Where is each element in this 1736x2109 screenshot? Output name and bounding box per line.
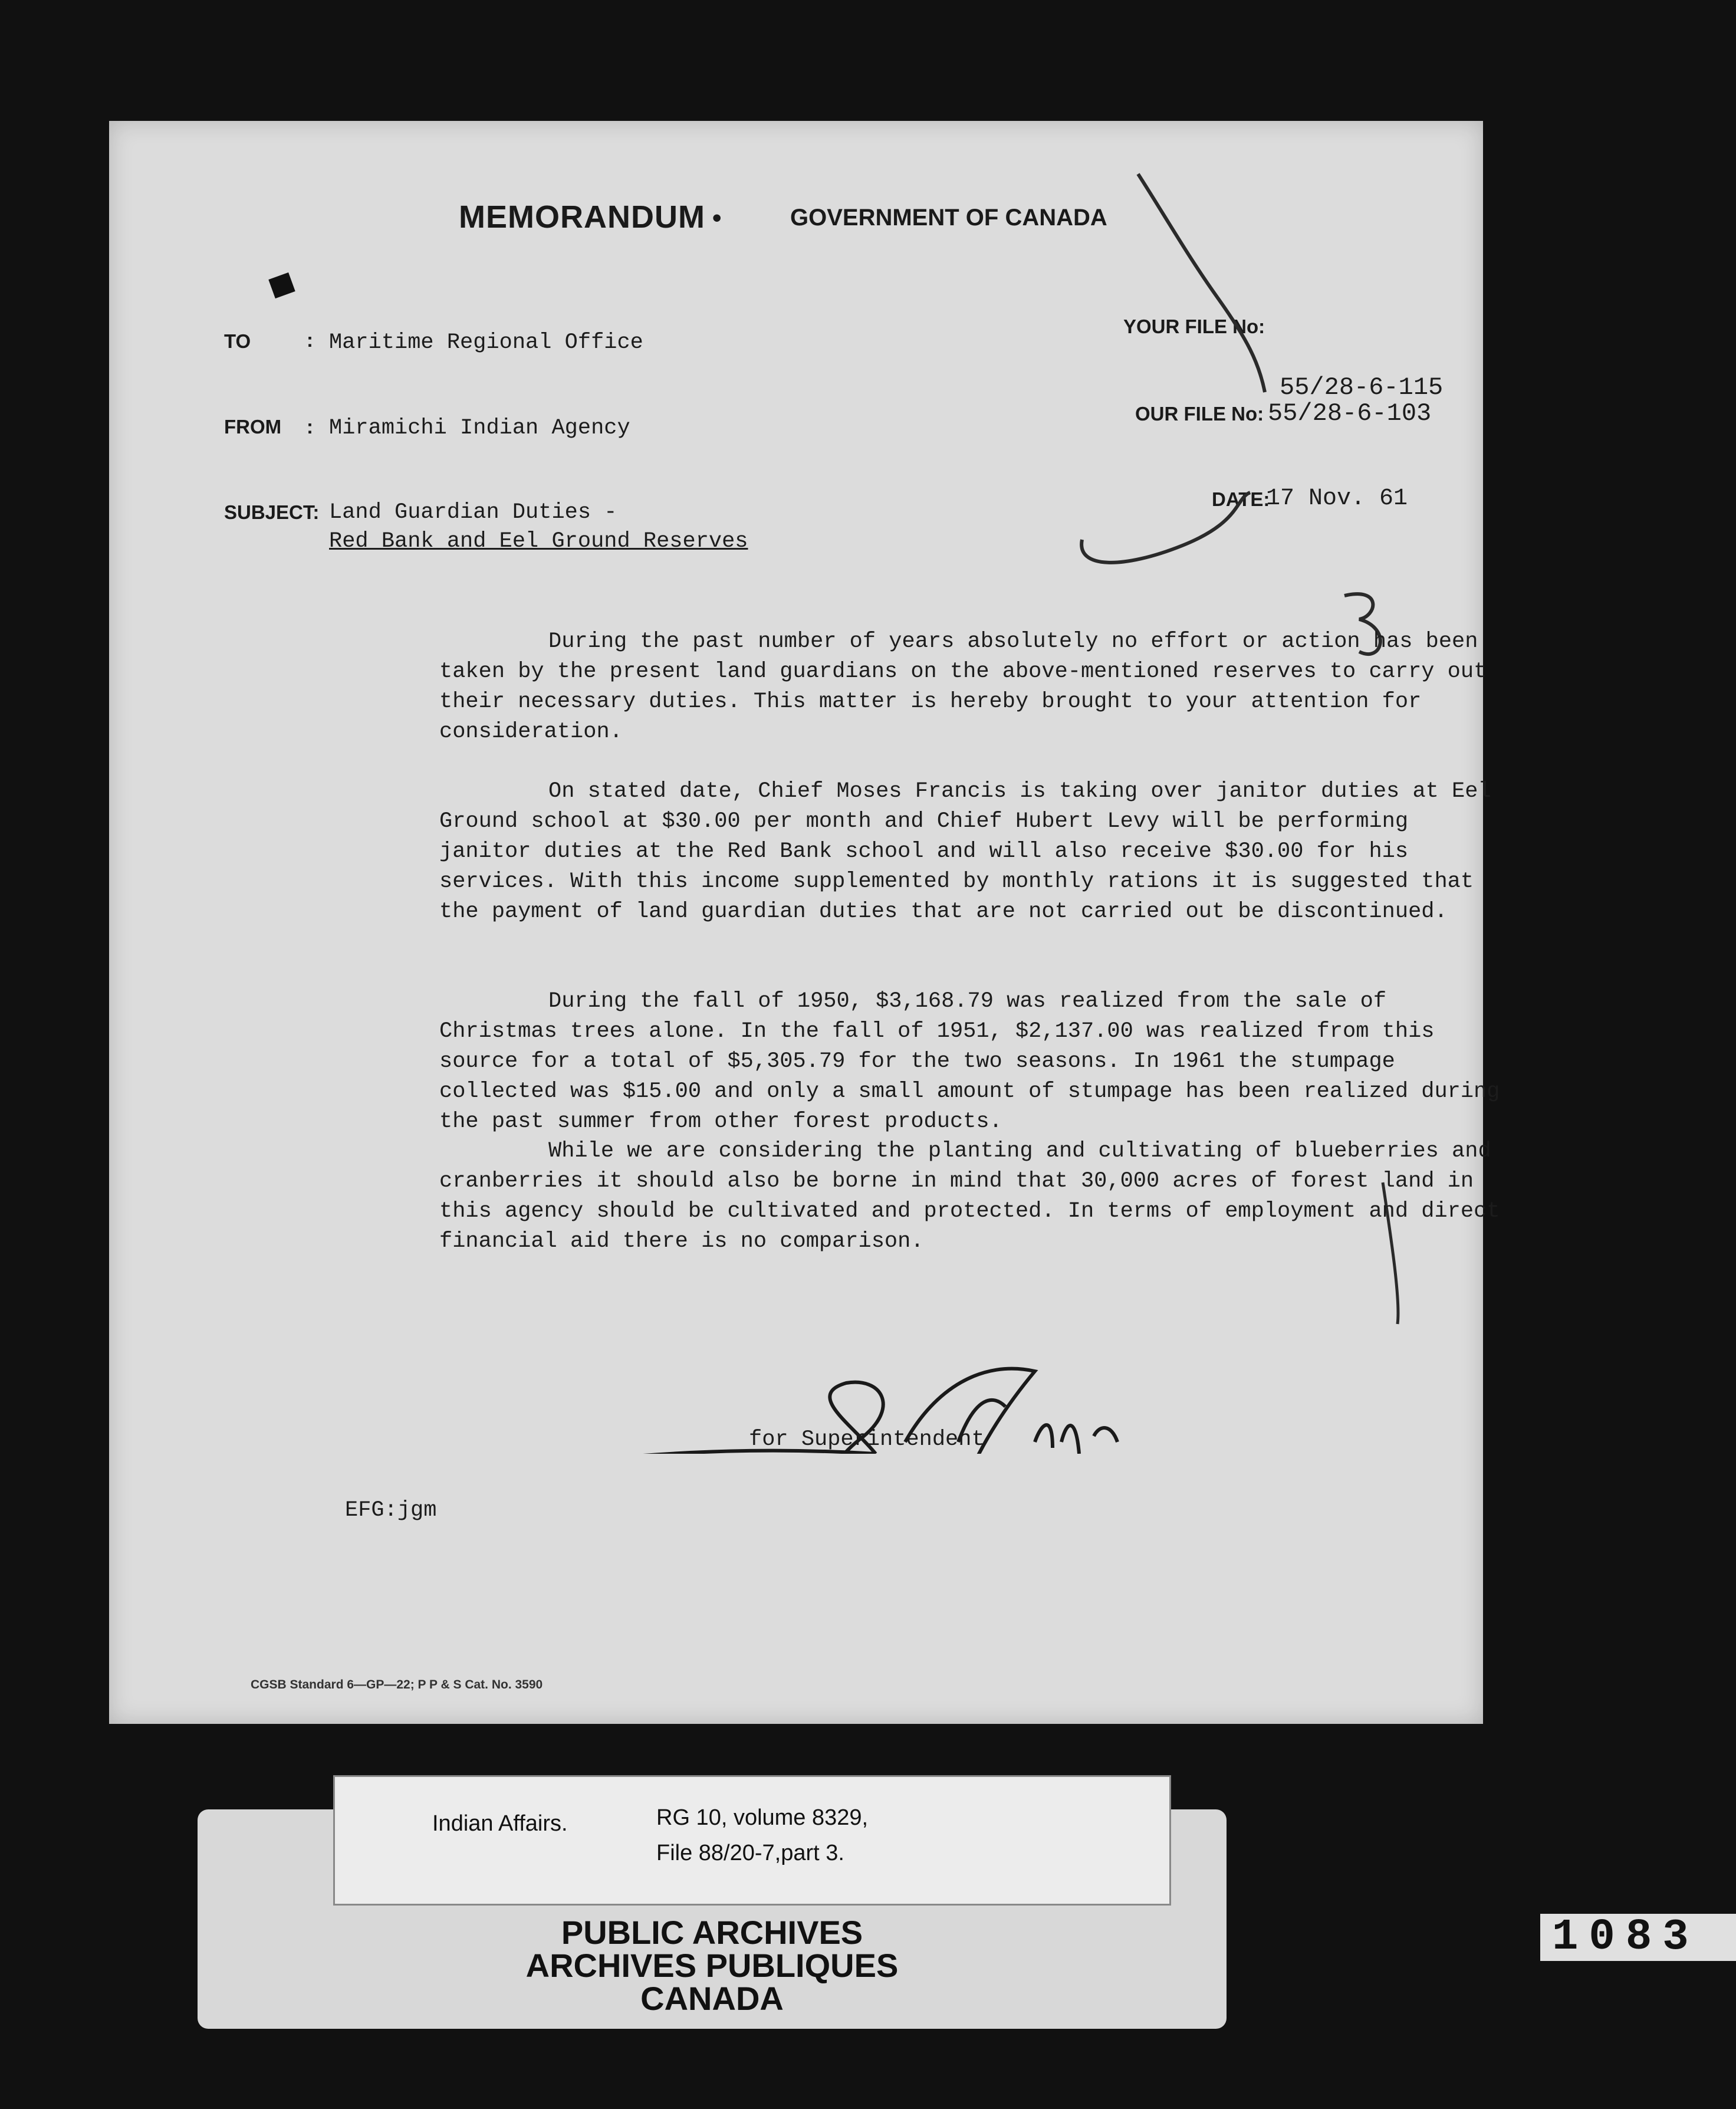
to-label: TO (224, 330, 251, 352)
header-separator: • (712, 203, 722, 232)
form-footer: CGSB Standard 6—GP—22; P P & S Cat. No. 3590 (251, 1678, 543, 1691)
stamp-line-1: PUBLIC ARCHIVES (561, 1914, 863, 1951)
from-colon: : (307, 416, 313, 438)
date-label: DATE: (1212, 488, 1270, 510)
your-file-value: 55/28-6-115 (1280, 373, 1444, 402)
memo-title: MEMORANDUM (459, 199, 705, 235)
pen-stroke-date (1081, 492, 1250, 563)
archive-reference-card (333, 1775, 1171, 1906)
frame-number: 1083 (1540, 1914, 1736, 1961)
subject-line-2: Red Bank and Eel Ground Reserves (329, 529, 748, 554)
body-paragraph-1: During the past number of years absolutely no effort or action has been taken by the present land guardians on the above-mentioned reserves to carry out their necessary duties. This matter is hereby brought to your attention for consideration. (439, 629, 1487, 744)
memo-sheet (109, 121, 1500, 1724)
subject-label: SUBJECT: (224, 501, 320, 523)
subject-line-1: Land Guardian Duties - (329, 500, 617, 525)
stamp-line-3: CANADA (640, 1980, 784, 2017)
from-label: FROM (224, 416, 282, 438)
memo-subtitle: GOVERNMENT OF CANADA (790, 205, 1107, 231)
punch-mark (268, 272, 295, 298)
archive-record-group: RG 10, volume 8329, (656, 1805, 869, 1830)
body-paragraph-2: On stated date, Chief Moses Francis is taking over janitor duties at Eel Ground school at $30.00 per month and Chief Hubert Levy will be performing janitor duties at the Red Bank school and will also receive $30.00 for his services. With this income supplemented by monthly rations it is suggested that the payment of land guardian duties that are not carried out be discontinued. (439, 779, 1491, 924)
to-value: Maritime Regional Office (329, 330, 643, 355)
typist-initials: EFG:jgm (345, 1498, 437, 1523)
your-file-label: YOUR FILE No: (1123, 316, 1265, 337)
archive-department: Indian Affairs. (432, 1811, 568, 1836)
stamp-line-2: ARCHIVES PUBLIQUES (525, 1947, 899, 1984)
signature-caption: for Superintendent (749, 1427, 985, 1452)
our-file-label: OUR FILE No: (1135, 403, 1264, 425)
date-value: 17 Nov. 61 (1266, 485, 1408, 512)
body-paragraph-4: While we are considering the planting and cultivating of blueberries and cranberries it should also be borne in mind that 30,000 acres of forest land in this agency should be cultivated and protected. In terms of employment and direct financial aid there is no comparison. (439, 1139, 1500, 1254)
to-colon: : (307, 329, 313, 351)
archive-file: File 88/20-7,part 3. (656, 1841, 844, 1865)
pen-stroke-file (1138, 174, 1265, 392)
our-file-value: 55/28-6-103 (1268, 399, 1432, 428)
body-paragraph-3: During the fall of 1950, $3,168.79 was realized from the sale of Christmas trees alone. In the fall of 1951, $2,137.00 was realized from this source for a total of $5,305.79 for the two seasons. In 1961 the stumpage collected was $15.00 and only a small amount of stumpage has been realized during the past summer from other forest products. (439, 989, 1500, 1134)
from-value: Miramichi Indian Agency (329, 416, 630, 441)
